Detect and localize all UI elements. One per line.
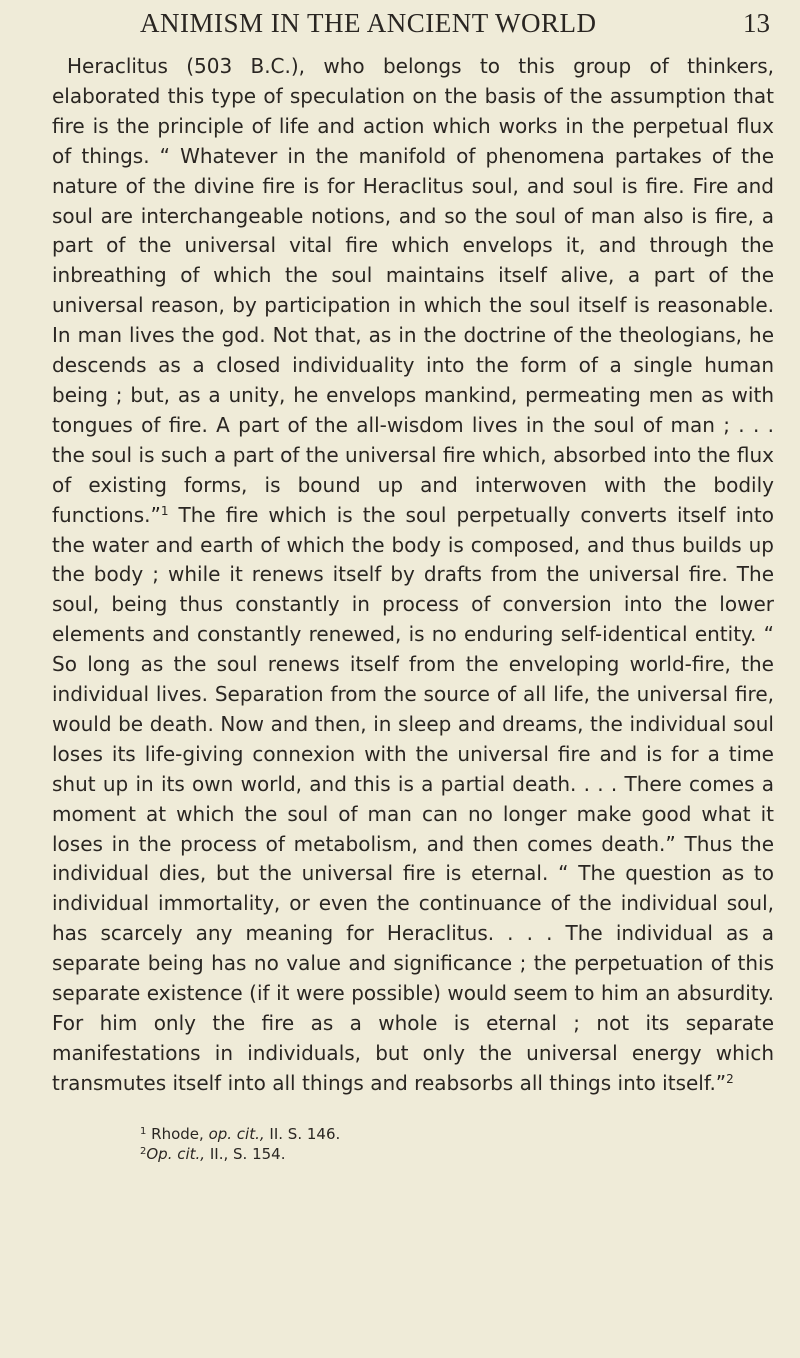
footnote — [140, 1144, 740, 1164]
footnote-ref: 2 — [726, 1071, 734, 1086]
footnote-number: 1 — [140, 1126, 147, 1137]
quotation: “ So long as the soul renews itself from the enveloping world-fire, the individual lives. Separation from the source of all life, the universal fire, would be death. Now and then, in sleep and dreams, the individual soul loses its life-giving connexion with the universal fire and is for a time shut up in its own world, and this is a partial death. . . . There comes a moment at which the soul of man can no longer make good what it loses in the process of metabolism, and then comes death.” — [52, 622, 775, 856]
page-number: 13 — [743, 8, 770, 38]
footnote-reference: II. S. 146. — [269, 1125, 341, 1143]
paragraph — [52, 52, 774, 1099]
footnote-author: Rhode, — [151, 1125, 204, 1143]
footnote-citation: op. cit., — [208, 1125, 265, 1143]
quotation: “ Whatever in the manifold of phenomena partakes of the nature of the divine fire is for Heraclitus soul, and soul is fire. Fire and soul are interchangeable notions, and so the soul of man also is fire, a part of the universal vital fire which envelops it, and through the inbreathing of which the soul maintains itself alive, a part of the universal reason, by participation in which the soul itself is reasonable. In man lives the god. Not that, as in the doctrine of the theologians, he descends as a closed individuality into the form of a single human being ; but, as a unity, he envelops mankind, permeating men as with tongues of fire. A part of the all-wisdom lives in the soul of man ; . . . the soul is such a part of the universal fire which, absorbed into the flux of existing forms, is bound up and interwoven with the bodily functions.” — [52, 143, 774, 527]
footnote-number: 2 — [140, 1146, 147, 1157]
body-text — [52, 52, 774, 1099]
sentence: The fire which is the soul perpetually converts itself into the water and earth of which the body is composed, and thus builds up the body ; while it renews itself by drafts from the universal fire. The soul, being thus constantly in process of conversion into the lower elements and constantly renewed, is no enduring self-identical entity. — [52, 502, 775, 647]
footnotes — [140, 1124, 740, 1164]
footnote — [140, 1124, 740, 1144]
footnote-citation: Op. cit., — [146, 1145, 206, 1163]
page-header — [0, 8, 800, 44]
sentence: Heraclitus (503 B.C.), who belongs to this group of thinkers, elaborated this type of speculation on the basis of the assumption that fire is the principle of life and action which works in the perpetual flux of things. — [52, 54, 774, 168]
footnote-reference: II., S. 154. — [209, 1145, 286, 1163]
sentence: Thus the individual dies, but the universal fire is eternal. — [52, 831, 775, 886]
footnote-ref: 1 — [160, 503, 169, 518]
running-head: ANIMISM IN THE ANCIENT WORLD — [140, 8, 597, 38]
quotation: “ The question as to individual immortality, or even the continuance of the individual soul, has scarcely any meaning for Heraclitus. . . . The individual as a separate being has no value and significance ; the perpetuation of this separate existence (if it were possible) would seem to him an absurdity. For him only the fire as a whole is eternal ; not its separate manifestations in individuals, but only the universal energy which transmutes itself into all things and reabsorbs all things into itself.” — [52, 861, 774, 1095]
